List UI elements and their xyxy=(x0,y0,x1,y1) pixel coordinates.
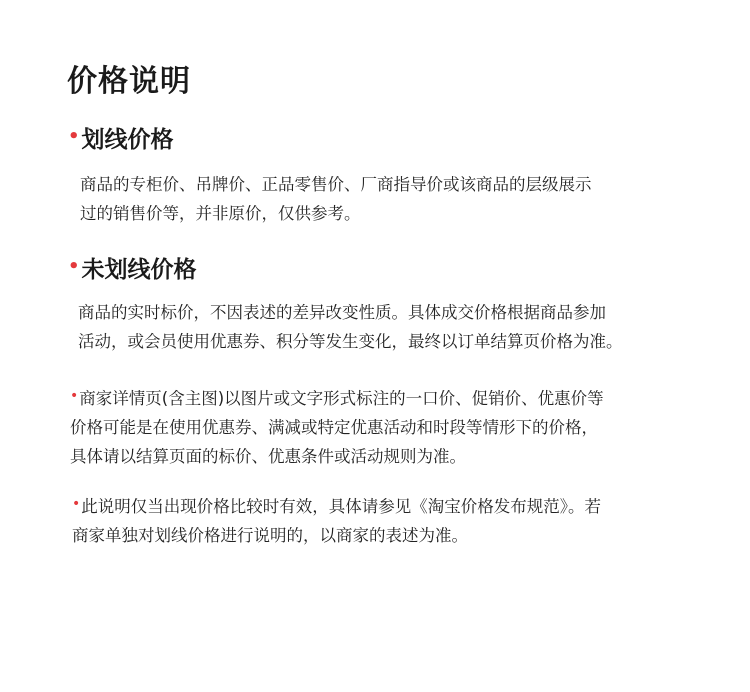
section-heading-label: 未划线价格 xyxy=(81,257,197,283)
paragraph-line: 商家单独对划线价格进行说明的，以商家的表述为准。 xyxy=(72,526,468,545)
bullet-dot-icon: • xyxy=(70,388,79,404)
note-line-text: 此说明仅当出现价格比较时有效，具体请参见《淘宝价格发布规范》。若 xyxy=(81,497,602,516)
paragraph-line xyxy=(70,384,604,413)
paragraph-line: 具体请以结算页面的标价、优惠条件或活动规则为准。 xyxy=(70,447,466,466)
section-heading-non-strikethrough-price xyxy=(68,255,197,285)
section-paragraph-strikethrough-price xyxy=(80,170,592,228)
bullet-dot-icon: • xyxy=(68,126,80,147)
note-paragraph-detail-page-price xyxy=(70,384,604,471)
bullet-dot-icon: • xyxy=(68,256,80,277)
paragraph-line: 价格可能是在使用优惠券、满减或特定优惠活动和时段等情形下的价格， xyxy=(70,418,598,437)
paragraph-line: 商品的实时标价，不因表述的差异改变性质。具体成交价格根据商品参加 xyxy=(78,303,606,322)
note-line-text: 商家详情页(含主图)以图片或文字形式标注的一口价、促销价、优惠价等 xyxy=(79,389,604,408)
page-title: 价格说明 xyxy=(67,64,191,99)
paragraph-line: 活动，或会员使用优惠券、积分等发生变化，最终以订单结算页价格为准。 xyxy=(78,332,623,351)
paragraph-line xyxy=(72,492,601,521)
section-heading-label: 划线价格 xyxy=(81,127,174,153)
note-paragraph-price-comparison xyxy=(72,492,601,550)
section-paragraph-non-strikethrough-price xyxy=(78,298,623,356)
bullet-dot-icon: • xyxy=(72,496,81,512)
paragraph-line: 过的销售价等，并非原价，仅供参考。 xyxy=(80,204,361,223)
paragraph-line: 商品的专柜价、吊牌价、正品零售价、厂商指导价或该商品的层级展示 xyxy=(80,175,592,194)
section-heading-strikethrough-price xyxy=(68,125,174,155)
